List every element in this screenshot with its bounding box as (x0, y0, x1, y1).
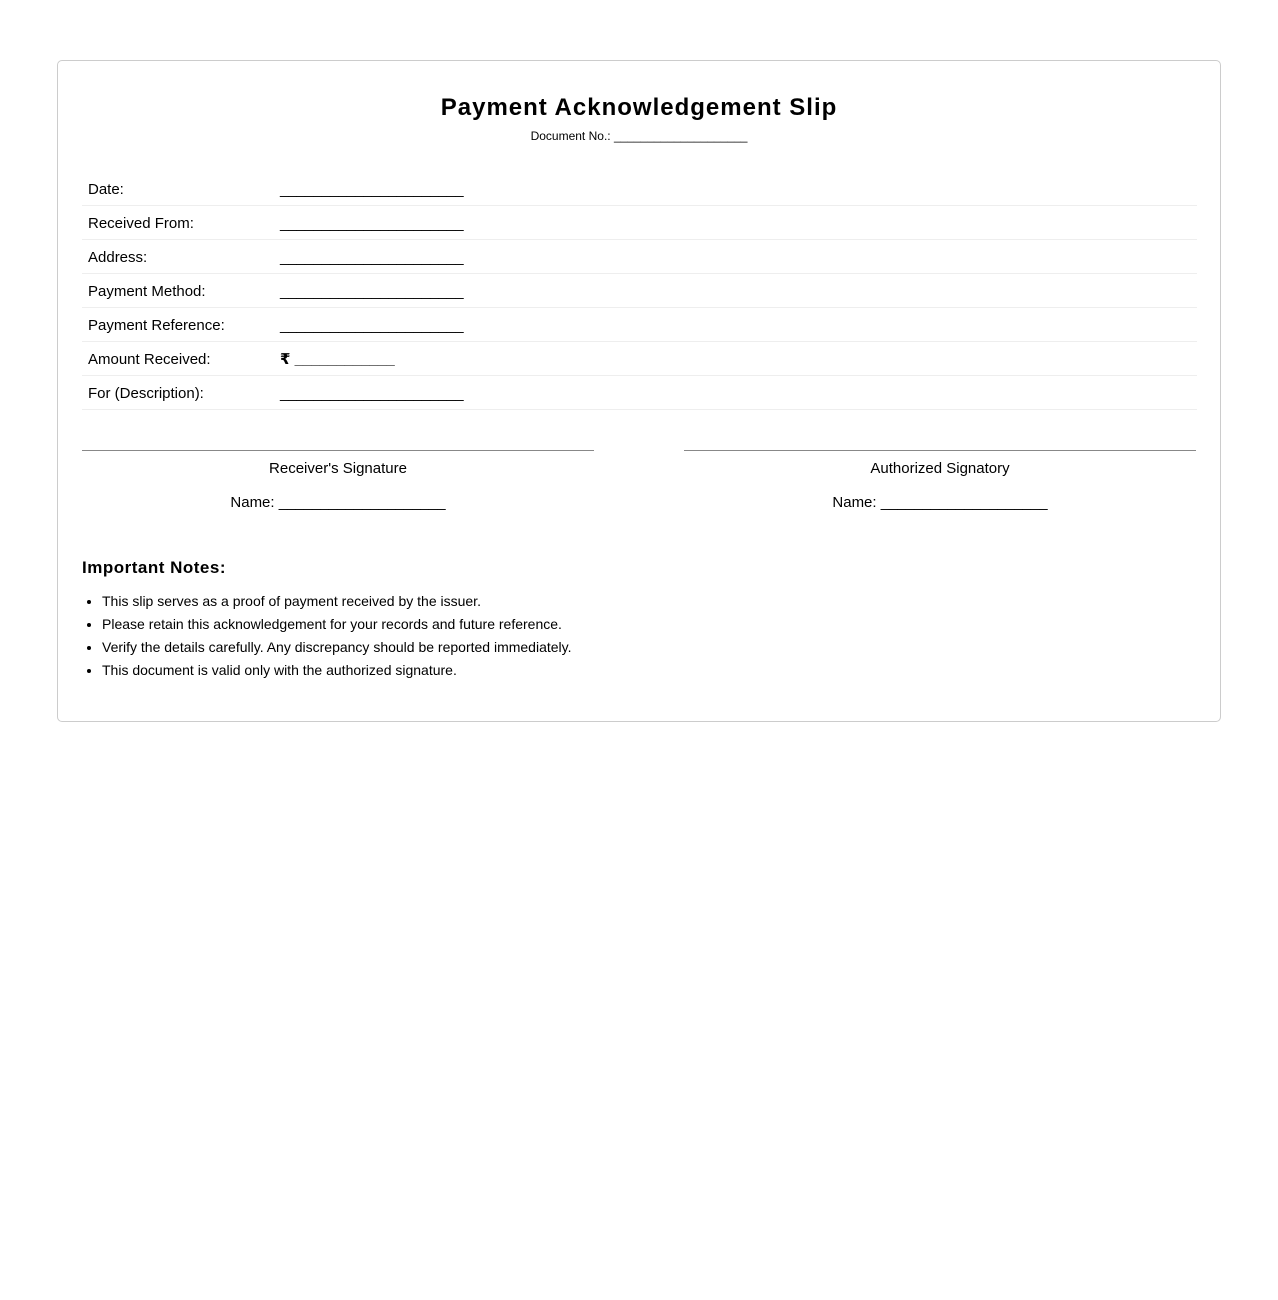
field-row-received-from (82, 206, 1197, 240)
notes-list (102, 590, 572, 682)
field-blank: ______________________ (280, 385, 464, 402)
page-title: Payment Acknowledgement Slip (440, 94, 838, 121)
field-row-description (82, 376, 1197, 410)
signature-line (684, 450, 1196, 451)
authorized-signature-title: Authorized Signatory (870, 460, 1010, 477)
field-label: Date: (88, 181, 124, 198)
amount-blank: ₹ ____________ (280, 351, 395, 368)
field-label: Payment Reference: (88, 317, 225, 334)
receiver-name-blank: Name: ____________________ (230, 494, 446, 511)
field-row-address (82, 240, 1197, 274)
receiver-signature-title: Receiver's Signature (269, 460, 407, 477)
receiver-signature-block (82, 450, 594, 511)
note-item: • This document is valid only with the authorized signature. (102, 659, 572, 682)
field-label: For (Description): (88, 385, 204, 402)
field-label: Amount Received: (88, 351, 211, 368)
authorized-signature-block (684, 450, 1196, 511)
field-label: Payment Method: (88, 283, 206, 300)
field-label: Address: (88, 249, 148, 266)
field-row-amount-received (82, 342, 1197, 376)
field-row-payment-method (82, 274, 1197, 308)
field-blank: ______________________ (280, 215, 464, 232)
field-row-date (82, 172, 1197, 206)
note-item: • Please retain this acknowledgement for your records and future reference. (102, 613, 572, 636)
field-blank: ______________________ (280, 317, 464, 334)
note-item: • Verify the details carefully. Any discrepancy should be reported immediately. (102, 636, 572, 659)
field-blank: ______________________ (280, 283, 464, 300)
field-blank: ______________________ (280, 249, 464, 266)
field-label: Received From: (88, 215, 194, 232)
field-row-payment-reference (82, 308, 1197, 342)
signature-line (82, 450, 594, 451)
acknowledgement-slip (57, 60, 1221, 722)
notes-heading: Important Notes: (82, 558, 226, 577)
field-blank: ______________________ (280, 181, 464, 198)
field-list (82, 172, 1197, 410)
authorized-name-blank: Name: ____________________ (832, 494, 1048, 511)
note-item: • This slip serves as a proof of payment received by the issuer. (102, 590, 572, 613)
document-number: Document No.: ____________________ (530, 129, 748, 143)
